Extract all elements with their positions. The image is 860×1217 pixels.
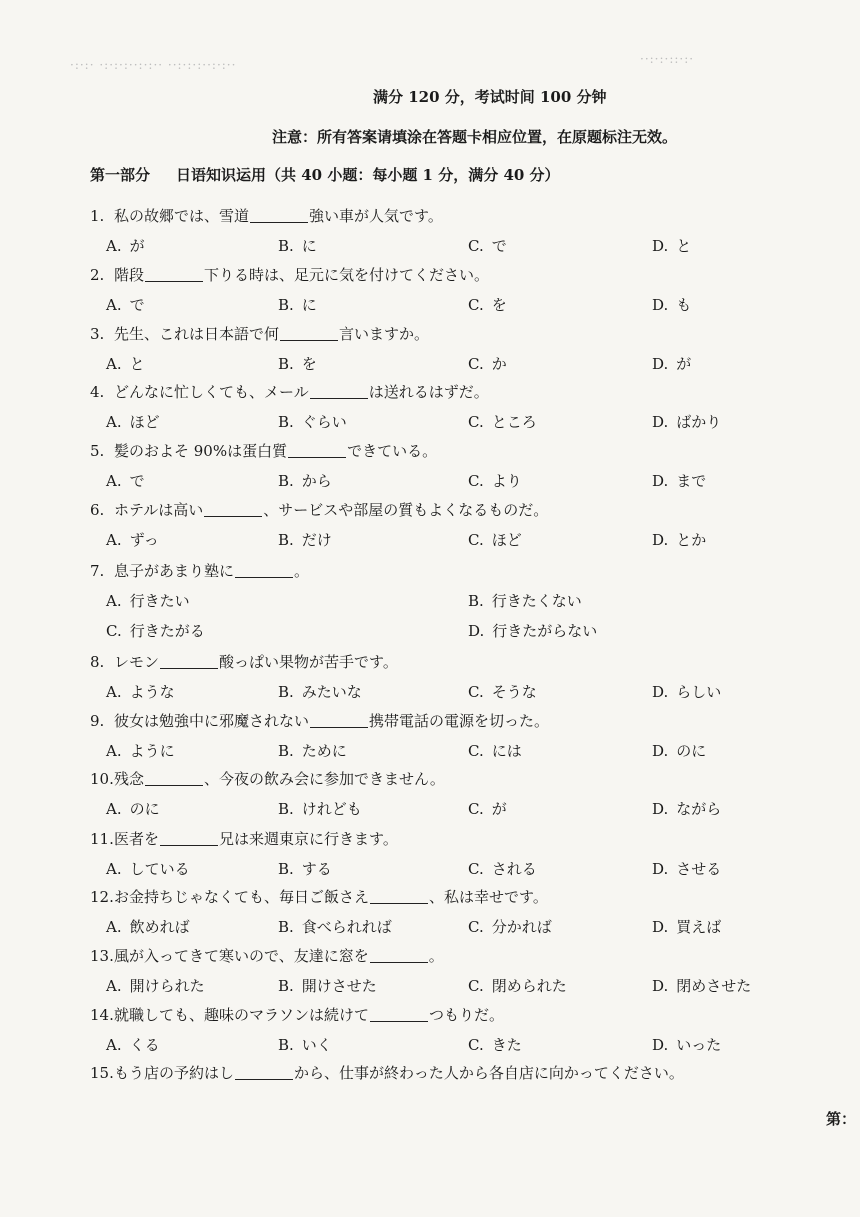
question-text-before: レモン <box>114 653 160 671</box>
option-b <box>278 353 317 374</box>
option-c <box>468 740 522 761</box>
option-text: と <box>129 355 145 373</box>
question-text-after: 強い車が人気です。 <box>309 207 443 225</box>
question-text-after: できている。 <box>347 442 438 460</box>
question-number: 12. <box>90 888 114 906</box>
option-row <box>106 1034 806 1054</box>
option-text: そうな <box>491 683 537 701</box>
option-letter: A. <box>106 237 122 255</box>
question-text-after: 兄は来週東京に行きます。 <box>219 830 398 848</box>
option-text: のに <box>129 800 160 818</box>
option-letter: B. <box>468 592 484 610</box>
notice-line: 注意：所有答案请填涂在答题卡相应位置，在原题标注无效。 <box>272 128 678 146</box>
option-letter: B. <box>278 918 294 936</box>
question-text-before: 息子があまり塾に <box>114 562 235 580</box>
option-text: が <box>676 355 692 373</box>
option-text: で <box>129 296 145 314</box>
question-number: 2. <box>90 266 105 284</box>
question-number: 13. <box>90 947 114 965</box>
option-a <box>106 529 159 550</box>
option-a <box>106 590 190 611</box>
option-text: を <box>301 355 317 373</box>
option-row <box>106 916 806 936</box>
option-text: に <box>301 237 317 255</box>
option-letter: A. <box>106 683 122 701</box>
option-a <box>106 798 160 819</box>
option-letter: A. <box>106 355 122 373</box>
option-c <box>468 470 522 491</box>
option-c <box>468 294 507 315</box>
option-d <box>652 975 751 996</box>
question-8 <box>90 651 398 672</box>
option-text: ほど <box>129 413 160 431</box>
question-text-before: どんなに忙しくても、メール <box>114 383 309 401</box>
answer-blank <box>288 443 346 458</box>
option-text: 分かれば <box>491 918 552 936</box>
page-mark: 第： <box>825 1110 856 1128</box>
option-letter: D. <box>652 800 669 818</box>
option-row <box>106 411 806 431</box>
option-text: 買えば <box>676 918 722 936</box>
option-text: ながら <box>676 800 722 818</box>
option-a <box>106 235 145 256</box>
question-6 <box>90 499 548 520</box>
option-d <box>468 620 597 641</box>
option-a <box>106 1034 160 1055</box>
part-heading <box>90 164 560 185</box>
option-text: ばかり <box>676 413 722 431</box>
option-row <box>106 235 806 255</box>
option-letter: C. <box>468 413 484 431</box>
option-a <box>106 975 205 996</box>
option-letter: A. <box>106 918 122 936</box>
option-row <box>106 858 806 878</box>
option-d <box>652 1034 721 1055</box>
question-text-before: もう店の予約はし <box>114 1064 235 1082</box>
option-letter: A. <box>106 800 122 818</box>
question-number: 8. <box>90 653 105 671</box>
option-letter: A. <box>106 531 122 549</box>
answer-blank <box>160 831 218 846</box>
option-letter: D. <box>652 1036 669 1054</box>
question-text-before: 髪のおよそ 90%は蛋白質 <box>114 442 288 460</box>
option-text: で <box>491 237 507 255</box>
option-d <box>652 353 691 374</box>
option-row <box>106 975 806 995</box>
option-a <box>106 681 175 702</box>
option-letter: D. <box>652 237 669 255</box>
option-c <box>468 798 507 819</box>
question-11 <box>90 828 398 849</box>
option-b <box>278 858 332 879</box>
question-10 <box>90 768 445 789</box>
score-line: 满分 120 分，考试时间 100 分钟 <box>373 88 607 106</box>
option-text: ぐらい <box>301 413 347 431</box>
answer-blank <box>370 889 428 904</box>
option-a <box>106 858 190 879</box>
question-text-after: から、仕事が終わった人から各自店に向かってください。 <box>294 1064 684 1082</box>
option-d <box>652 235 691 256</box>
option-text: に <box>301 296 317 314</box>
question-text-after: 酸っぱい果物が苦手です。 <box>219 653 398 671</box>
question-text-before: 医者を <box>114 830 160 848</box>
option-text: が <box>491 800 507 818</box>
option-letter: A. <box>106 742 122 760</box>
question-text-after: 。 <box>294 562 310 580</box>
option-text: と <box>676 237 692 255</box>
question-number: 11. <box>90 830 114 848</box>
option-text: のに <box>676 742 707 760</box>
option-letter: B. <box>278 860 294 878</box>
option-text: 行きたがらない <box>492 622 598 640</box>
option-text: いった <box>676 1036 722 1054</box>
option-d <box>652 411 721 432</box>
answer-blank <box>160 654 218 669</box>
question-text-before: 先生、これは日本語で何 <box>114 325 280 343</box>
answer-blank <box>370 1007 428 1022</box>
option-text: 行きたくない <box>491 592 582 610</box>
answer-blank <box>310 384 368 399</box>
part-title-text: 日语知识运用（共 40 小题：每小题 1 分，满分 40 分） <box>176 166 560 184</box>
option-letter: A. <box>106 977 122 995</box>
option-letter: B. <box>278 472 294 490</box>
answer-blank <box>280 326 338 341</box>
option-row <box>106 529 806 549</box>
option-letter: B. <box>278 355 294 373</box>
option-letter: D. <box>652 472 669 490</box>
option-d <box>652 740 706 761</box>
question-text-before: 就職しても、趣味のマラソンは続けて <box>114 1006 370 1024</box>
option-letter: C. <box>468 918 484 936</box>
option-letter: C. <box>468 1036 484 1054</box>
question-text-after: つもりだ。 <box>429 1006 505 1024</box>
question-text-before: 階段 <box>114 266 145 284</box>
question-number: 7. <box>90 562 105 580</box>
answer-blank <box>235 563 293 578</box>
answer-blank <box>370 948 428 963</box>
answer-blank <box>310 713 368 728</box>
question-text-before: ホテルは高い <box>114 501 204 519</box>
option-b <box>278 916 392 937</box>
option-letter: B. <box>278 413 294 431</box>
option-b <box>278 798 362 819</box>
option-d <box>652 294 691 315</box>
option-text: 開けさせた <box>301 977 377 995</box>
option-row <box>106 470 806 490</box>
option-row <box>106 353 806 373</box>
option-letter: D. <box>652 683 669 701</box>
option-letter: B. <box>278 977 294 995</box>
question-text-before: 残念 <box>114 770 145 788</box>
option-d <box>652 529 706 550</box>
option-letter: D. <box>652 531 669 549</box>
option-letter: D. <box>652 413 669 431</box>
option-a <box>106 916 190 937</box>
answer-blank <box>235 1065 293 1080</box>
question-text-after: 下りる時は、足元に気を付けてください。 <box>204 266 490 284</box>
option-text: している <box>129 860 190 878</box>
question-7 <box>90 560 309 581</box>
option-text: らしい <box>676 683 722 701</box>
option-text: を <box>491 296 507 314</box>
question-5 <box>90 440 437 461</box>
option-a <box>106 294 145 315</box>
option-letter: C. <box>468 860 484 878</box>
option-letter: C. <box>468 296 484 314</box>
option-row <box>106 798 806 818</box>
option-text: けれども <box>301 800 362 818</box>
question-number: 9. <box>90 712 105 730</box>
question-15 <box>90 1062 684 1083</box>
option-letter: D. <box>652 918 669 936</box>
option-text: ほど <box>491 531 522 549</box>
question-14 <box>90 1004 504 1025</box>
option-d <box>652 858 721 879</box>
option-letter: D. <box>652 296 669 314</box>
question-text-before: 風が入ってきて寒いので、友達に窓を <box>114 947 369 965</box>
option-row <box>106 294 806 314</box>
option-letter: C. <box>468 237 484 255</box>
option-text: より <box>491 472 522 490</box>
answer-blank <box>145 771 203 786</box>
question-3 <box>90 323 429 344</box>
bleed-through-noise: ·:·:· ·:·:·:··:·:·· ··:·:·:··:·:·· <box>70 58 237 72</box>
option-letter: A. <box>106 472 122 490</box>
option-text: 食べられれば <box>301 918 392 936</box>
option-row <box>106 620 806 640</box>
question-text-after: 。 <box>428 947 444 965</box>
option-text: とか <box>676 531 707 549</box>
option-text: で <box>129 472 145 490</box>
option-letter: A. <box>106 413 122 431</box>
question-text-before: 彼女は勉強中に邪魔されない <box>114 712 310 730</box>
answer-blank <box>250 208 308 223</box>
option-letter: A. <box>106 1036 122 1054</box>
question-number: 15. <box>90 1064 114 1082</box>
option-text: から <box>301 472 332 490</box>
option-letter: A. <box>106 860 122 878</box>
option-text: 飲めれば <box>129 918 190 936</box>
question-13 <box>90 945 444 966</box>
question-text-after: は送れるはずだ。 <box>368 383 489 401</box>
option-text: いく <box>301 1036 332 1054</box>
bleed-through-noise: ··:·:·::·:· <box>640 52 695 66</box>
option-b <box>278 681 362 702</box>
option-b <box>278 411 347 432</box>
option-letter: D. <box>652 742 669 760</box>
option-c <box>468 411 537 432</box>
option-b <box>278 975 377 996</box>
option-text: だけ <box>301 531 332 549</box>
option-letter: B. <box>278 531 294 549</box>
option-b <box>278 470 332 491</box>
option-letter: B. <box>278 1036 294 1054</box>
option-d <box>652 916 721 937</box>
question-4 <box>90 381 489 402</box>
option-letter: B. <box>278 800 294 818</box>
option-letter: B. <box>278 742 294 760</box>
question-number: 10. <box>90 770 114 788</box>
option-letter: C. <box>468 683 484 701</box>
answer-blank <box>145 267 203 282</box>
answer-blank <box>204 502 262 517</box>
option-d <box>652 798 721 819</box>
option-a <box>106 353 145 374</box>
option-text: する <box>301 860 332 878</box>
option-a <box>106 740 175 761</box>
option-c <box>468 1034 522 1055</box>
option-text: ような <box>129 683 175 701</box>
option-b <box>278 740 347 761</box>
option-letter: B. <box>278 237 294 255</box>
question-number: 14. <box>90 1006 114 1024</box>
part-label: 第一部分 <box>90 166 151 184</box>
option-text: ずっ <box>129 531 159 549</box>
option-b <box>468 590 582 611</box>
option-letter: D. <box>468 622 485 640</box>
question-9 <box>90 710 549 731</box>
option-c <box>468 858 537 879</box>
question-number: 4. <box>90 383 105 401</box>
option-text: みたいな <box>301 683 362 701</box>
option-text: される <box>491 860 537 878</box>
option-letter: B. <box>278 683 294 701</box>
option-c <box>106 620 205 641</box>
question-text-after: 、私は幸せです。 <box>429 888 548 906</box>
question-number: 6. <box>90 501 105 519</box>
question-number: 3. <box>90 325 105 343</box>
option-letter: D. <box>652 860 669 878</box>
option-c <box>468 975 567 996</box>
option-letter: C. <box>468 531 484 549</box>
option-letter: A. <box>106 296 122 314</box>
option-letter: C. <box>468 977 484 995</box>
option-text: 閉めさせた <box>676 977 752 995</box>
option-d <box>652 470 706 491</box>
option-b <box>278 1034 332 1055</box>
option-text: くる <box>129 1036 160 1054</box>
option-letter: C. <box>468 355 484 373</box>
question-text-after: 携帯電話の電源を切った。 <box>369 712 550 730</box>
option-text: ように <box>129 742 175 760</box>
option-b <box>278 235 317 256</box>
question-2 <box>90 264 489 285</box>
option-text: が <box>129 237 145 255</box>
option-d <box>652 681 721 702</box>
question-12 <box>90 886 548 907</box>
question-text-before: 私の故郷では、雪道 <box>114 207 250 225</box>
option-b <box>278 294 317 315</box>
question-text-after: 言いますか。 <box>339 325 430 343</box>
option-text: 行きたい <box>129 592 190 610</box>
option-c <box>468 681 537 702</box>
option-text: も <box>676 296 692 314</box>
option-row <box>106 681 806 701</box>
option-text: させる <box>676 860 722 878</box>
option-c <box>468 353 507 374</box>
option-text: 行きたがる <box>129 622 205 640</box>
option-c <box>468 235 507 256</box>
option-text: きた <box>491 1036 522 1054</box>
option-text: ために <box>301 742 347 760</box>
option-row <box>106 740 806 760</box>
option-letter: C. <box>468 742 484 760</box>
option-text: 開けられた <box>129 977 205 995</box>
option-a <box>106 411 160 432</box>
option-c <box>468 916 552 937</box>
option-letter: C. <box>468 800 484 818</box>
question-number: 1. <box>90 207 105 225</box>
option-text: には <box>491 742 522 760</box>
option-letter: C. <box>106 622 122 640</box>
option-text: まで <box>676 472 707 490</box>
option-text: 閉められた <box>491 977 567 995</box>
option-letter: D. <box>652 355 669 373</box>
option-text: ところ <box>491 413 537 431</box>
question-text-after: 、今夜の飲み会に参加できません。 <box>204 770 445 788</box>
option-a <box>106 470 145 491</box>
option-letter: D. <box>652 977 669 995</box>
option-b <box>278 529 332 550</box>
option-text: か <box>491 355 507 373</box>
option-c <box>468 529 522 550</box>
option-row <box>106 590 806 610</box>
question-1 <box>90 205 443 226</box>
option-letter: C. <box>468 472 484 490</box>
option-letter: B. <box>278 296 294 314</box>
question-number: 5. <box>90 442 105 460</box>
option-letter: A. <box>106 592 122 610</box>
question-text-before: お金持ちじゃなくても、毎日ご飯さえ <box>114 888 370 906</box>
question-text-after: 、サービスや部屋の質もよくなるものだ。 <box>263 501 549 519</box>
